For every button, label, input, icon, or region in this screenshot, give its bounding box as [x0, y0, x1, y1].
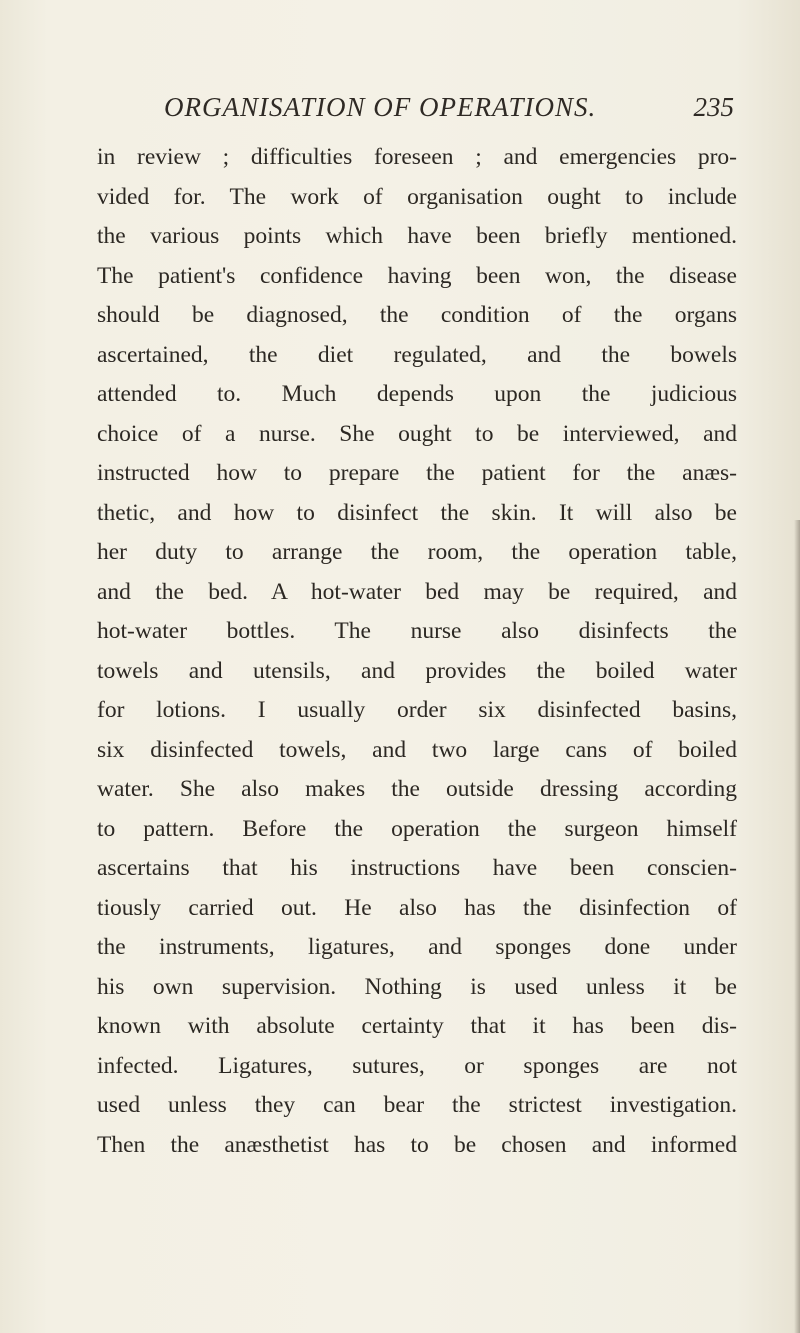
page-number: 235 [693, 92, 734, 122]
text-line: attended to. Much depends upon the judicious [97, 381, 737, 407]
text-line: hot-water bottles. The nurse also disinfects the [97, 618, 737, 644]
page-edge-shadow [794, 520, 800, 1333]
text-line: known with absolute certainty that it has been dis- [97, 1013, 737, 1039]
text-line: and the bed. A hot-water bed may be required, and [97, 578, 737, 605]
text-line: ascertains that his instructions have been conscien- [97, 855, 737, 881]
text-line: towels and utensils, and provides the boiled water [97, 657, 737, 684]
text-line: instructed how to prepare the patient for the anæs- [97, 460, 737, 486]
text-line: six disinfected towels, and two large cans of boiled [97, 736, 737, 763]
text-line: for lotions. I usually order six disinfected basins, [97, 697, 737, 723]
text-line: infected. Ligatures, sutures, or sponges are not [97, 1052, 737, 1079]
text-line: tiously carried out. He also has the disinfection of [97, 894, 737, 921]
text-line: vided for. The work of organisation ought to include [97, 183, 737, 210]
text-line: water. She also makes the outside dressing according [97, 776, 737, 802]
text-line: his own supervision. Nothing is used unless it be [97, 973, 737, 1000]
text-line: the instruments, ligatures, and sponges done under [97, 934, 737, 960]
text-line: choice of a nurse. She ought to be interviewed, and [97, 420, 737, 447]
text-line: ascertained, the diet regulated, and the bowels [97, 341, 737, 368]
text-line: The patient's confidence having been won, the disease [97, 262, 737, 289]
body-paragraph [97, 138, 737, 1165]
text-line: should be diagnosed, the condition of the organs [97, 302, 737, 328]
text-line: her duty to arrange the room, the operation table, [97, 539, 737, 565]
text-line: in review ; difficulties foreseen ; and emergencies pro- [97, 144, 737, 170]
text-line: the various points which have been briefly mentioned. [97, 223, 737, 249]
text-line: to pattern. Before the operation the surgeon himself [97, 815, 737, 842]
running-title: ORGANISATION OF OPERATIONS. [164, 92, 597, 122]
text-line: thetic, and how to disinfect the skin. It will also be [97, 499, 737, 526]
text-line: Then the anæsthetist has to be chosen and informed [97, 1131, 737, 1158]
text-line: used unless they can bear the strictest investigation. [97, 1092, 737, 1118]
running-head [164, 92, 734, 132]
